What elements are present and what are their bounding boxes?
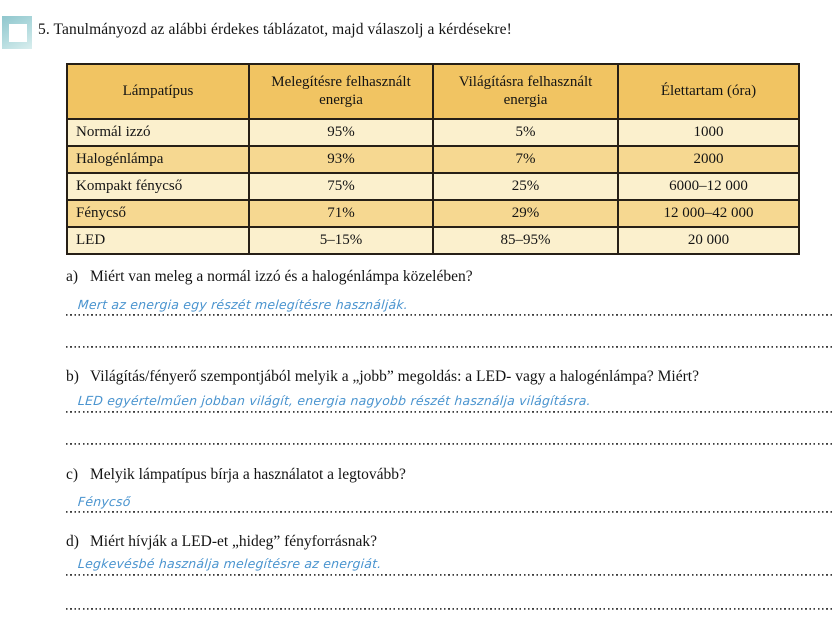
handwritten-answer-a: Mert az energia egy részét melegítésre használják. <box>77 297 409 312</box>
question-b <box>66 368 699 386</box>
handwritten-answer-b: LED egyértelműen jobban világít, energia nagyobb részét használja világításra. <box>77 393 592 408</box>
question-c-label: c) <box>66 466 79 483</box>
cell-lifetime: 6000–12 000 <box>618 173 799 200</box>
question-d-label: d) <box>66 533 79 550</box>
cell-light-energy: 29% <box>433 200 618 227</box>
task-marker-inner-square <box>9 24 27 42</box>
cell-lifetime: 12 000–42 000 <box>618 200 799 227</box>
cell-lamp-type: Kompakt fénycső <box>67 173 249 200</box>
cell-lamp-type: LED <box>67 227 249 254</box>
handwritten-answer-d: Legkevésbé használja melegítésre az energiát. <box>77 556 382 571</box>
cell-light-energy: 7% <box>433 146 618 173</box>
table-row <box>67 173 799 200</box>
question-c <box>66 466 406 484</box>
table-row <box>67 227 799 254</box>
cell-light-energy: 5% <box>433 119 618 146</box>
cell-lamp-type: Halogénlámpa <box>67 146 249 173</box>
table-row <box>67 200 799 227</box>
table-row <box>67 119 799 146</box>
table-header-row <box>67 64 799 119</box>
cell-heat-energy: 93% <box>249 146 433 173</box>
cell-light-energy: 25% <box>433 173 618 200</box>
question-c-text: Melyik lámpatípus bírja a használatot a legtovább? <box>90 466 406 483</box>
header-cell-lamp-type: Lámpatípus <box>67 64 249 119</box>
task-title: 5. Tanulmányozd az alábbi érdekes táblázatot, majd válaszolj a kérdésekre! <box>38 21 512 38</box>
answer-line <box>66 410 833 413</box>
cell-lamp-type: Fénycső <box>67 200 249 227</box>
header-cell-heat-energy: Melegítésre felhasznált energia <box>249 64 433 119</box>
answer-line <box>66 442 833 445</box>
question-d-text: Miért hívják a LED-et „hideg” fényforrásnak? <box>90 533 378 550</box>
handwritten-answer-c: Fénycső <box>77 494 132 509</box>
header-cell-light-energy: Világításra felhasznált energia <box>433 64 618 119</box>
answer-line <box>66 573 833 576</box>
answer-line <box>66 510 833 513</box>
cell-lifetime: 2000 <box>618 146 799 173</box>
question-d <box>66 533 377 551</box>
question-a-label: a) <box>66 268 79 285</box>
question-b-label: b) <box>66 368 79 385</box>
task-marker-icon <box>2 16 32 49</box>
answer-line <box>66 345 833 348</box>
answer-line <box>66 607 833 610</box>
cell-lifetime: 1000 <box>618 119 799 146</box>
cell-heat-energy: 95% <box>249 119 433 146</box>
question-b-text: Világítás/fényerő szempontjából melyik a „jobb” megoldás: a LED- vagy a halogénlámpa? Miért? <box>90 368 699 385</box>
cell-lifetime: 20 000 <box>618 227 799 254</box>
cell-heat-energy: 5–15% <box>249 227 433 254</box>
table-row <box>67 146 799 173</box>
question-a-text: Miért van meleg a normál izzó és a halogénlámpa közelében? <box>90 268 473 285</box>
cell-lamp-type: Normál izzó <box>67 119 249 146</box>
question-a <box>66 268 473 286</box>
cell-heat-energy: 71% <box>249 200 433 227</box>
answer-line <box>66 313 833 316</box>
header-cell-lifetime: Élettartam (óra) <box>618 64 799 119</box>
lamp-data-table <box>66 63 800 255</box>
cell-light-energy: 85–95% <box>433 227 618 254</box>
cell-heat-energy: 75% <box>249 173 433 200</box>
